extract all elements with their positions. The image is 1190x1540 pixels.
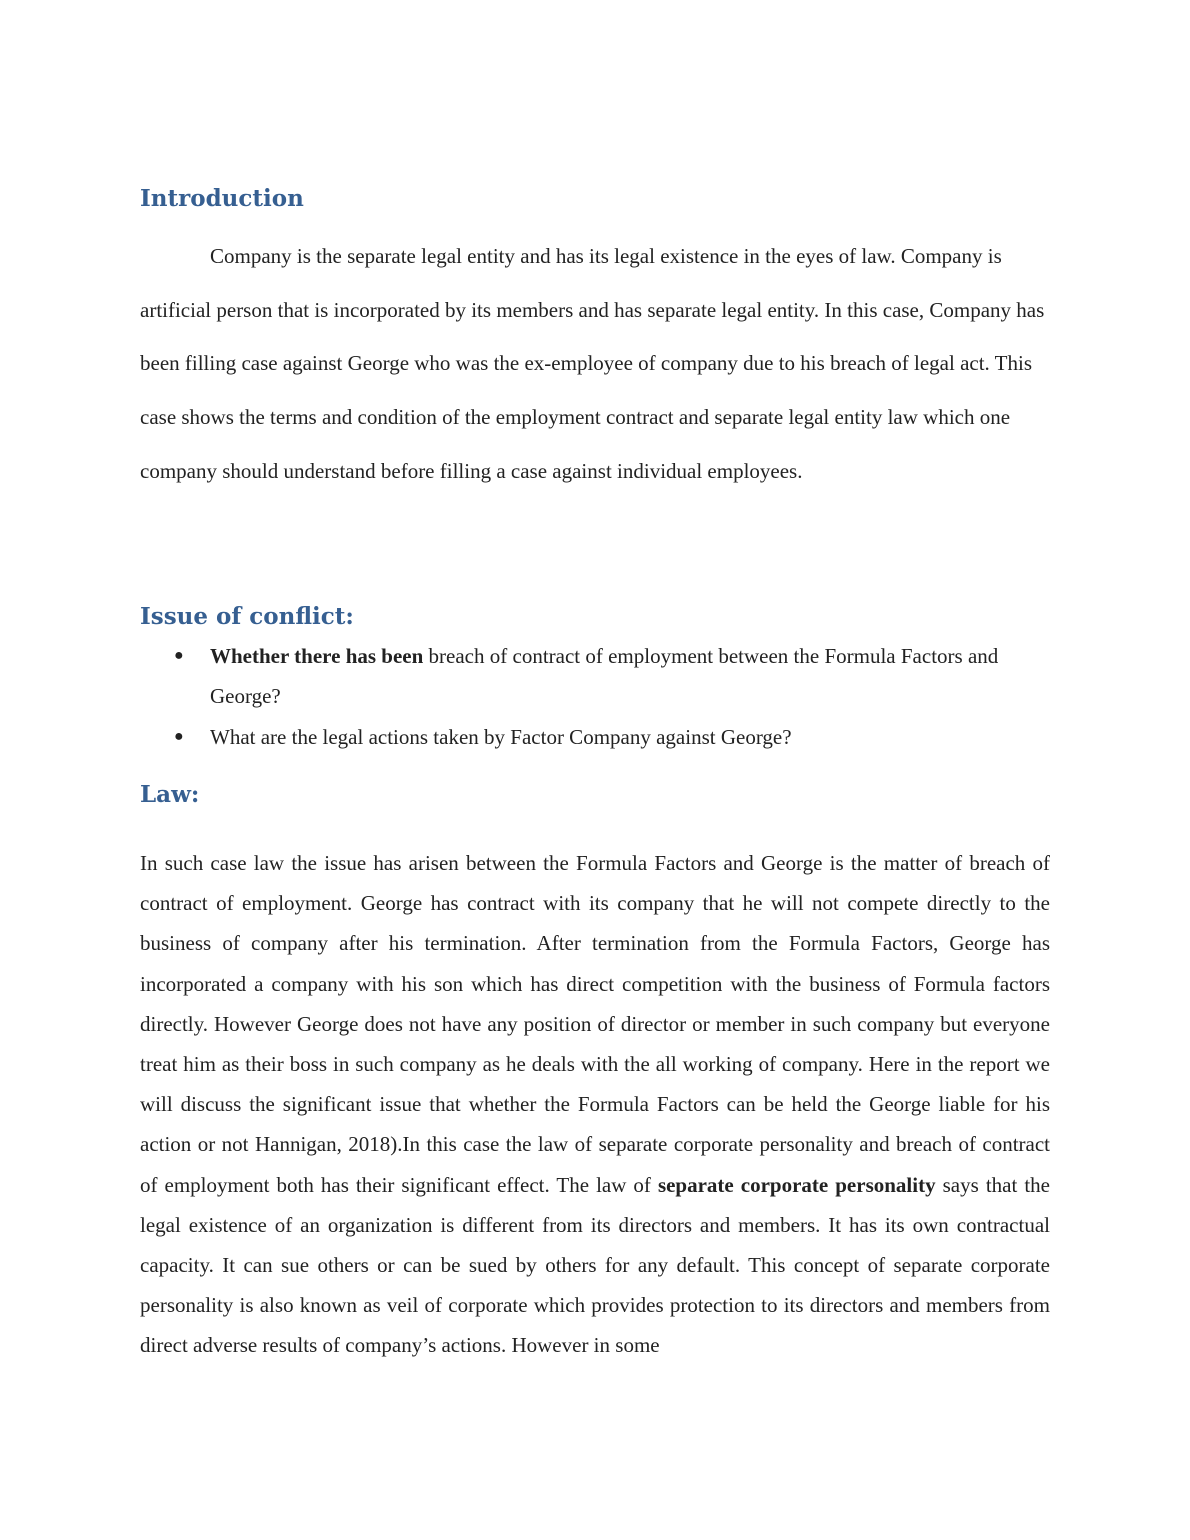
bullet-icon: ●: [174, 728, 184, 745]
issue-item-text: What are the legal actions taken by Factor Company against George?: [210, 725, 792, 749]
introduction-paragraph: Company is the separate legal entity and has its legal existence in the eyes of law. Company is artificial person that is incorporated by its members and has separate legal entity. In this case, Company has been filling case against George who was the ex-employee of company due to his breach of legal act. This case shows the terms and condition of the employment contract and separate legal entity law which one company should understand before filling a case against individual employees.: [140, 244, 1045, 483]
issue-item-text: breach of contract of employment between the Formula Factors and George?: [210, 644, 999, 708]
introduction-heading: Introduction: [140, 185, 304, 212]
list-item: [140, 636, 1050, 716]
law-paragraph-part1: In such case law the issue has arisen between the Formula Factors and George is the matter of breach of contract of employment. George has contract with its company that he will not compete directly to the business of company after his termination. After termination from the Formula Factors, George has incorporated a company with his son which has direct competition with the business of Formula factors directly. However George does not have any position of director or member in such company but everyone treat him as their boss in such company as he deals with the all working of company. Here in the report we will discuss the significant issue that whether the Formula Factors can be held the George liable for his action or not Hannigan, 2018).In this case the law of separate corporate personality and breach of contract of employment both has their significant effect. The law of: [140, 851, 1050, 1197]
law-heading: Law:: [140, 781, 200, 808]
law-paragraph-bold: separate corporate personality: [657, 1172, 936, 1197]
bullet-icon: ●: [174, 647, 184, 664]
list-item: [140, 717, 1050, 757]
issue-list: [140, 636, 1050, 758]
law-paragraph: [140, 843, 1050, 1366]
issue-heading: Issue of conflict:: [140, 603, 354, 630]
issue-item-bold: Whether there has been: [210, 644, 424, 668]
law-paragraph-part2: says that the legal existence of an organization is different from its directors and members. It has its own contractual capacity. It can sue others or can be sued by others for any default. This concept of separate corporate personality is also known as veil of corporate which provides protection to its directors and members from direct adverse results of company’s actions. However in some: [140, 1172, 1050, 1358]
